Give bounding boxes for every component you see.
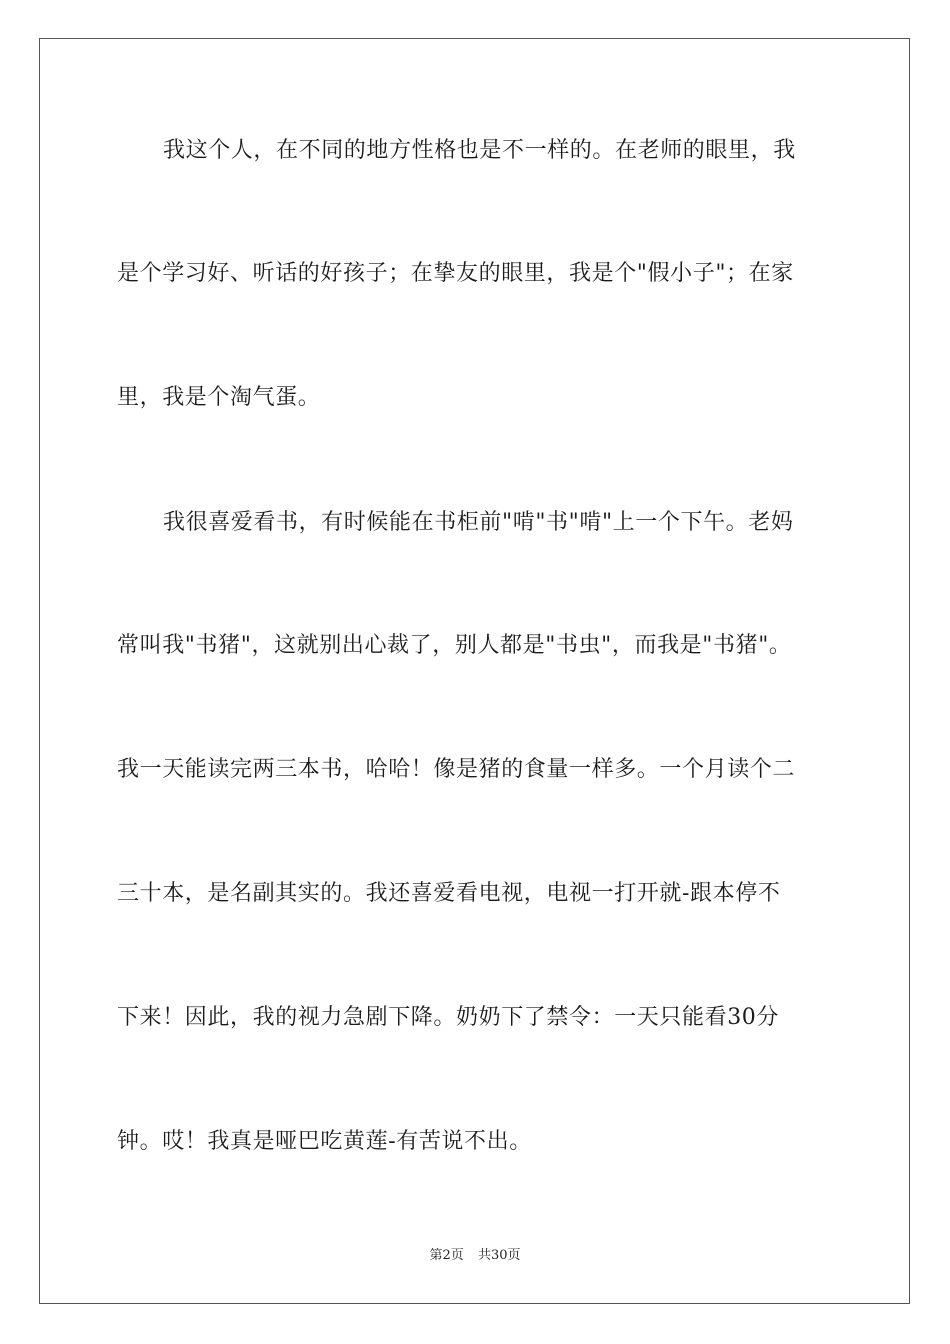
page-total: 共30页: [477, 1248, 521, 1263]
page-border: [39, 38, 910, 1304]
page-footer: [0, 1247, 950, 1265]
paragraph-1-line-1: 我这个人，在不同的地方性格也是不一样的。在老师的眼里，我: [163, 138, 796, 163]
paragraph-2-line-4: 三十本，是名副其实的。我还喜爱看电视，电视一打开就-跟本停不: [117, 881, 781, 906]
paragraph-1-line-3: 里，我是个淘气蛋。: [117, 385, 321, 410]
page-number: 第2页: [429, 1248, 464, 1263]
paragraph-1-line-2: 是个学习好、听话的好孩子；在挚友的眼里，我是个"假小子"；在家: [117, 261, 794, 286]
paragraph-2-line-3: 我一天能读完两三本书，哈哈！像是猪的食量一样多。一个月读个二: [117, 757, 796, 782]
paragraph-2-line-6: 钟。哎！我真是哑巴吃黄莲-有苦说不出。: [117, 1129, 532, 1154]
paragraph-2-line-1: 我很喜爱看书，有时候能在书柜前"啃"书"啃"上一个下午。老妈: [163, 510, 794, 535]
paragraph-2-line-2: 常叫我"书猪"，这就别出心裁了，别人都是"书虫"，而我是"书猪"。: [117, 633, 792, 658]
paragraph-2-line-5: 下来！因此，我的视力急剧下降。奶奶下了禁令：一天只能看30分: [117, 1005, 779, 1030]
